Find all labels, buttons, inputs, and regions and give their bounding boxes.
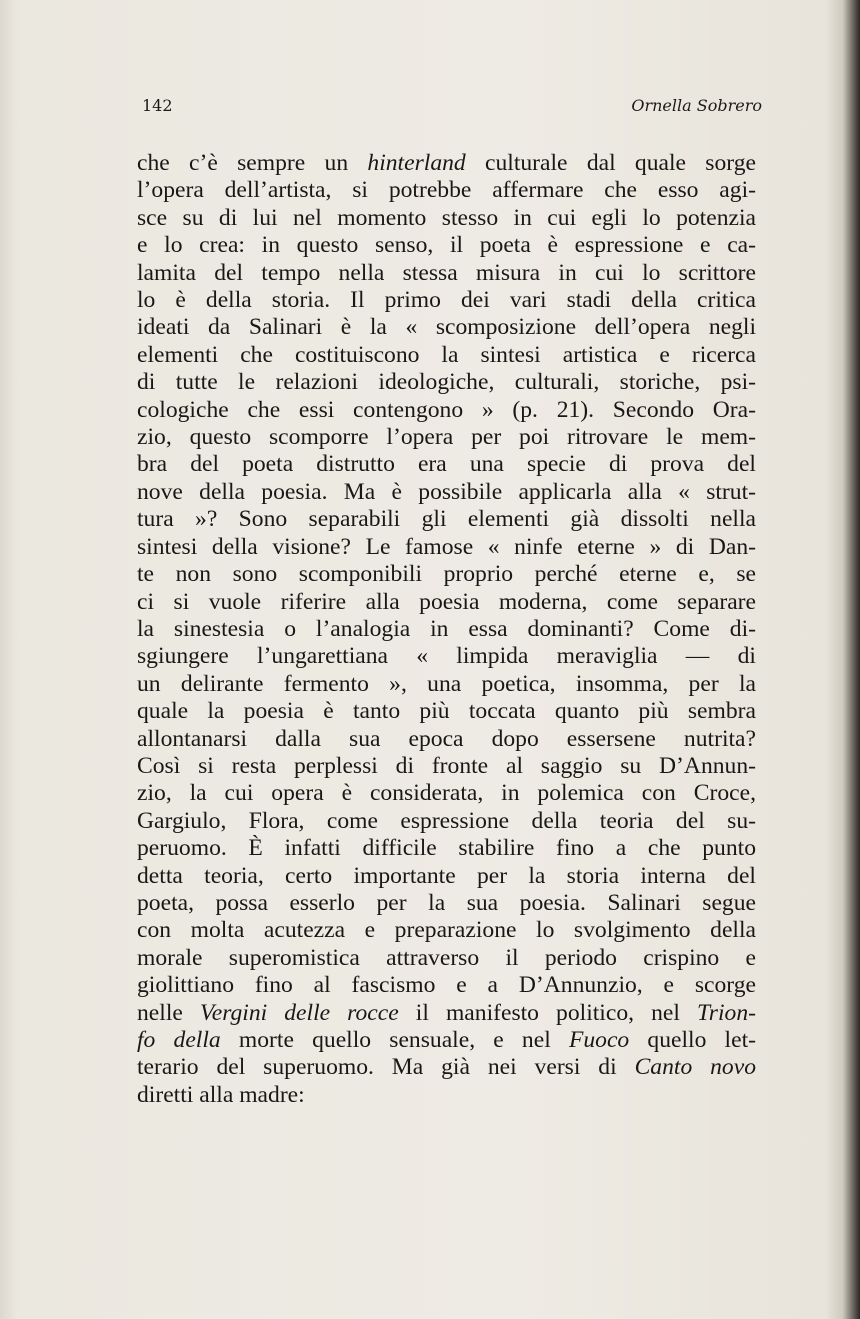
text-segment: che c’è sempre un xyxy=(137,150,368,176)
text-segment: e lo crea: in questo senso, il poeta è espressione e ca- xyxy=(137,232,756,259)
italic-title: Vergini delle rocce xyxy=(199,999,399,1026)
text-segment: zio, questo scomporre l’opera per poi ritrovare le mem- xyxy=(137,424,756,451)
text-segment: nelle xyxy=(137,999,200,1026)
text-segment: poeta, possa esserlo per la sua poesia. Salinari segue xyxy=(137,889,756,916)
text-line xyxy=(137,451,756,478)
text-segment: bra del poeta distrutto era una specie di prova del xyxy=(137,451,756,478)
text-segment: lo è della storia. Il primo dei vari stadi della critica xyxy=(137,287,756,314)
text-line xyxy=(137,177,756,204)
text-line xyxy=(137,260,756,287)
text-segment: giolittiano fino al fascismo e a D’Annunzio, e scorge xyxy=(137,972,756,999)
text-segment: elementi che costituiscono la sintesi artistica e ricerca xyxy=(137,341,756,368)
text-segment: morte quello sensuale, e nel xyxy=(220,1027,569,1053)
text-line xyxy=(137,780,756,807)
text-line xyxy=(137,150,756,177)
text-line xyxy=(137,1000,756,1027)
italic-title: Canto novo xyxy=(634,1054,756,1081)
text-segment: con molta acutezza e preparazione lo svolgimento della xyxy=(137,917,756,944)
text-line xyxy=(137,232,756,259)
text-line xyxy=(137,917,756,944)
text-segment: sce su di lui nel momento stesso in cui egli lo potenzia xyxy=(137,204,756,231)
text-line xyxy=(137,506,756,533)
text-segment: te non sono scomponibili proprio perché eterne e, se xyxy=(137,561,756,588)
text-line xyxy=(137,561,756,588)
text-segment: quello let- xyxy=(629,1027,756,1053)
text-segment: cologiche che essi contengono » (p. 21). Secondo Ora- xyxy=(137,396,756,423)
text-segment: di tutte le relazioni ideologiche, culturali, storiche, psi- xyxy=(137,369,756,396)
text-line xyxy=(137,1054,756,1081)
italic-title: fo della xyxy=(137,1027,221,1053)
text-segment: peruomo. È infatti difficile stabilire fino a che punto xyxy=(137,835,756,862)
text-line xyxy=(137,616,756,643)
italic-title: Fuoco xyxy=(568,1027,630,1053)
text-line xyxy=(137,287,756,314)
page-header xyxy=(142,96,762,120)
text-line xyxy=(137,314,756,341)
text-segment: la sinestesia o l’analogia in essa dominanti? Come di- xyxy=(137,615,756,642)
text-line xyxy=(137,890,756,917)
text-line xyxy=(137,808,756,835)
text-segment: l’opera dell’artista, si potrebbe affermare che esso agi- xyxy=(137,177,756,204)
text-line xyxy=(137,205,756,232)
italic-title: hinterland xyxy=(367,150,466,176)
text-segment: culturale dal quale sorge xyxy=(465,150,756,176)
text-line xyxy=(137,835,756,862)
text-segment: terario del superuomo. Ma già nei versi di xyxy=(137,1054,635,1081)
text-segment: allontanarsi dalla sua epoca dopo essersene nutrita? xyxy=(137,725,756,752)
text-line xyxy=(137,863,756,890)
text-segment: tura »? Sono separabili gli elementi già dissolti nella xyxy=(137,506,756,533)
text-segment: ci si vuole riferire alla poesia moderna, come separare xyxy=(137,588,756,615)
text-segment: diretti alla madre: xyxy=(137,1081,305,1108)
running-head: Ornella Sobrero xyxy=(631,96,762,115)
text-line xyxy=(137,698,756,725)
text-line xyxy=(137,671,756,698)
text-line xyxy=(137,1082,756,1109)
text-segment: zio, la cui opera è considerata, in polemica con Croce, xyxy=(137,780,756,807)
text-line xyxy=(137,972,756,999)
italic-title: Trion- xyxy=(696,999,756,1026)
text-segment: un delirante fermento », una poetica, insomma, per la xyxy=(137,670,756,697)
text-segment: ideati da Salinari è la « scomposizione dell’opera negli xyxy=(137,314,756,341)
text-line xyxy=(137,726,756,753)
text-line xyxy=(137,753,756,780)
text-segment: il manifesto politico, nel xyxy=(398,999,697,1026)
text-line xyxy=(137,534,756,561)
text-segment: detta teoria, certo importante per la storia interna del xyxy=(137,862,756,889)
text-segment: lamita del tempo nella stessa misura in cui lo scrittore xyxy=(137,259,756,286)
text-line xyxy=(137,945,756,972)
text-line xyxy=(137,397,756,424)
text-line xyxy=(137,342,756,369)
text-line xyxy=(137,369,756,396)
text-segment: Così si resta perplessi di fronte al saggio su D’Annun- xyxy=(137,752,756,779)
text-line xyxy=(137,424,756,451)
text-segment: sintesi della visione? Le famose « ninfe eterne » di Dan- xyxy=(137,533,756,560)
body-text xyxy=(137,150,756,1109)
text-segment: morale superomistica attraverso il periodo crispino e xyxy=(137,944,756,971)
text-segment: nove della poesia. Ma è possibile applicarla alla « strut- xyxy=(137,478,756,505)
text-line xyxy=(137,643,756,670)
text-line xyxy=(137,1027,756,1054)
text-segment: Gargiulo, Flora, come espressione della teoria del su- xyxy=(137,807,756,834)
text-line xyxy=(137,479,756,506)
text-line xyxy=(137,589,756,616)
text-segment: sgiungere l’ungarettiana « limpida meraviglia — di xyxy=(137,643,756,670)
text-segment: quale la poesia è tanto più toccata quanto più sembra xyxy=(137,698,756,725)
page-number: 142 xyxy=(142,96,173,115)
